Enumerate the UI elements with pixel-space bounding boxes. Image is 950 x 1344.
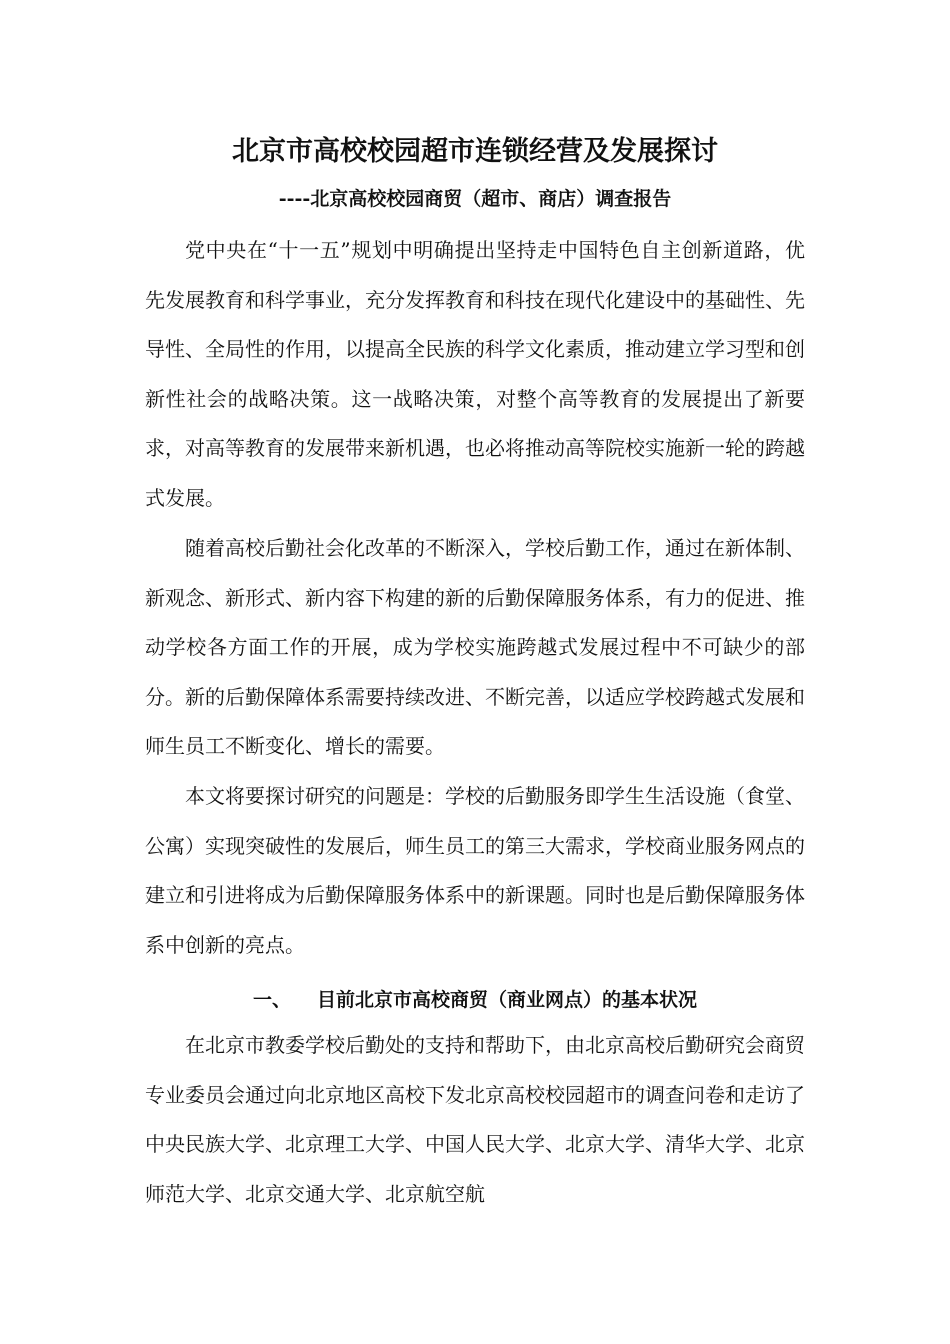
paragraph-research-question: 本文将要探讨研究的问题是：学校的后勤服务即学生生活设施（食堂、公寓）实现突破性的发展后，师生员工的第三大需求，学校商业服务网点的建立和引进将成为后勤保障服务体系中的新课题。同时也是后勤保障服务体系中创新的亮点。 [145,784,805,957]
paragraph-intro: 党中央在“十一五”规划中明确提出坚持走中国特色自主创新道路，优先发展教育和科学事业，充分发挥教育和科技在现代化建设中的基础性、先导性、全局性的作用，以提高全民族的科学文化素质，推动建立学习型和创新性社会的战略决策。这一战略决策，对整个高等教育的发展提出了新要求，对高等教育的发展带来新机遇，也必将推动高等院校实施新一轮的跨越式发展。 [145,238,805,510]
document-subtitle: ----北京高校校园商贸（超市、商店）调查报告 [278,188,672,210]
section-title: 目前北京市高校商贸（商业网点）的基本状况 [317,989,698,1011]
paragraph-survey: 在北京市教委学校后勤处的支持和帮助下，由北京高校后勤研究会商贸专业委员会通过向北京地区高校下发北京高校校园超市的调查问卷和走访了中央民族大学、北京理工大学、中国人民大学、北京大学、清华大学、北京师范大学、北京交通大学、北京航空航 [145,1033,805,1206]
section-heading [145,980,805,1020]
section-number: 一、 [252,989,291,1011]
paragraph-logistics-reform: 随着高校后勤社会化改革的不断深入，学校后勤工作，通过在新体制、新观念、新形式、新内容下构建的新的后勤保障服务体系，有力的促进、推动学校各方面工作的开展，成为学校实施跨越式发展过程中不可缺少的部分。新的后勤保障体系需要持续改进、不断完善，以适应学校跨越式发展和师生员工不断变化、增长的需要。 [145,536,805,758]
document-title: 北京市高校校园超市连锁经营及发展探讨 [232,136,718,167]
